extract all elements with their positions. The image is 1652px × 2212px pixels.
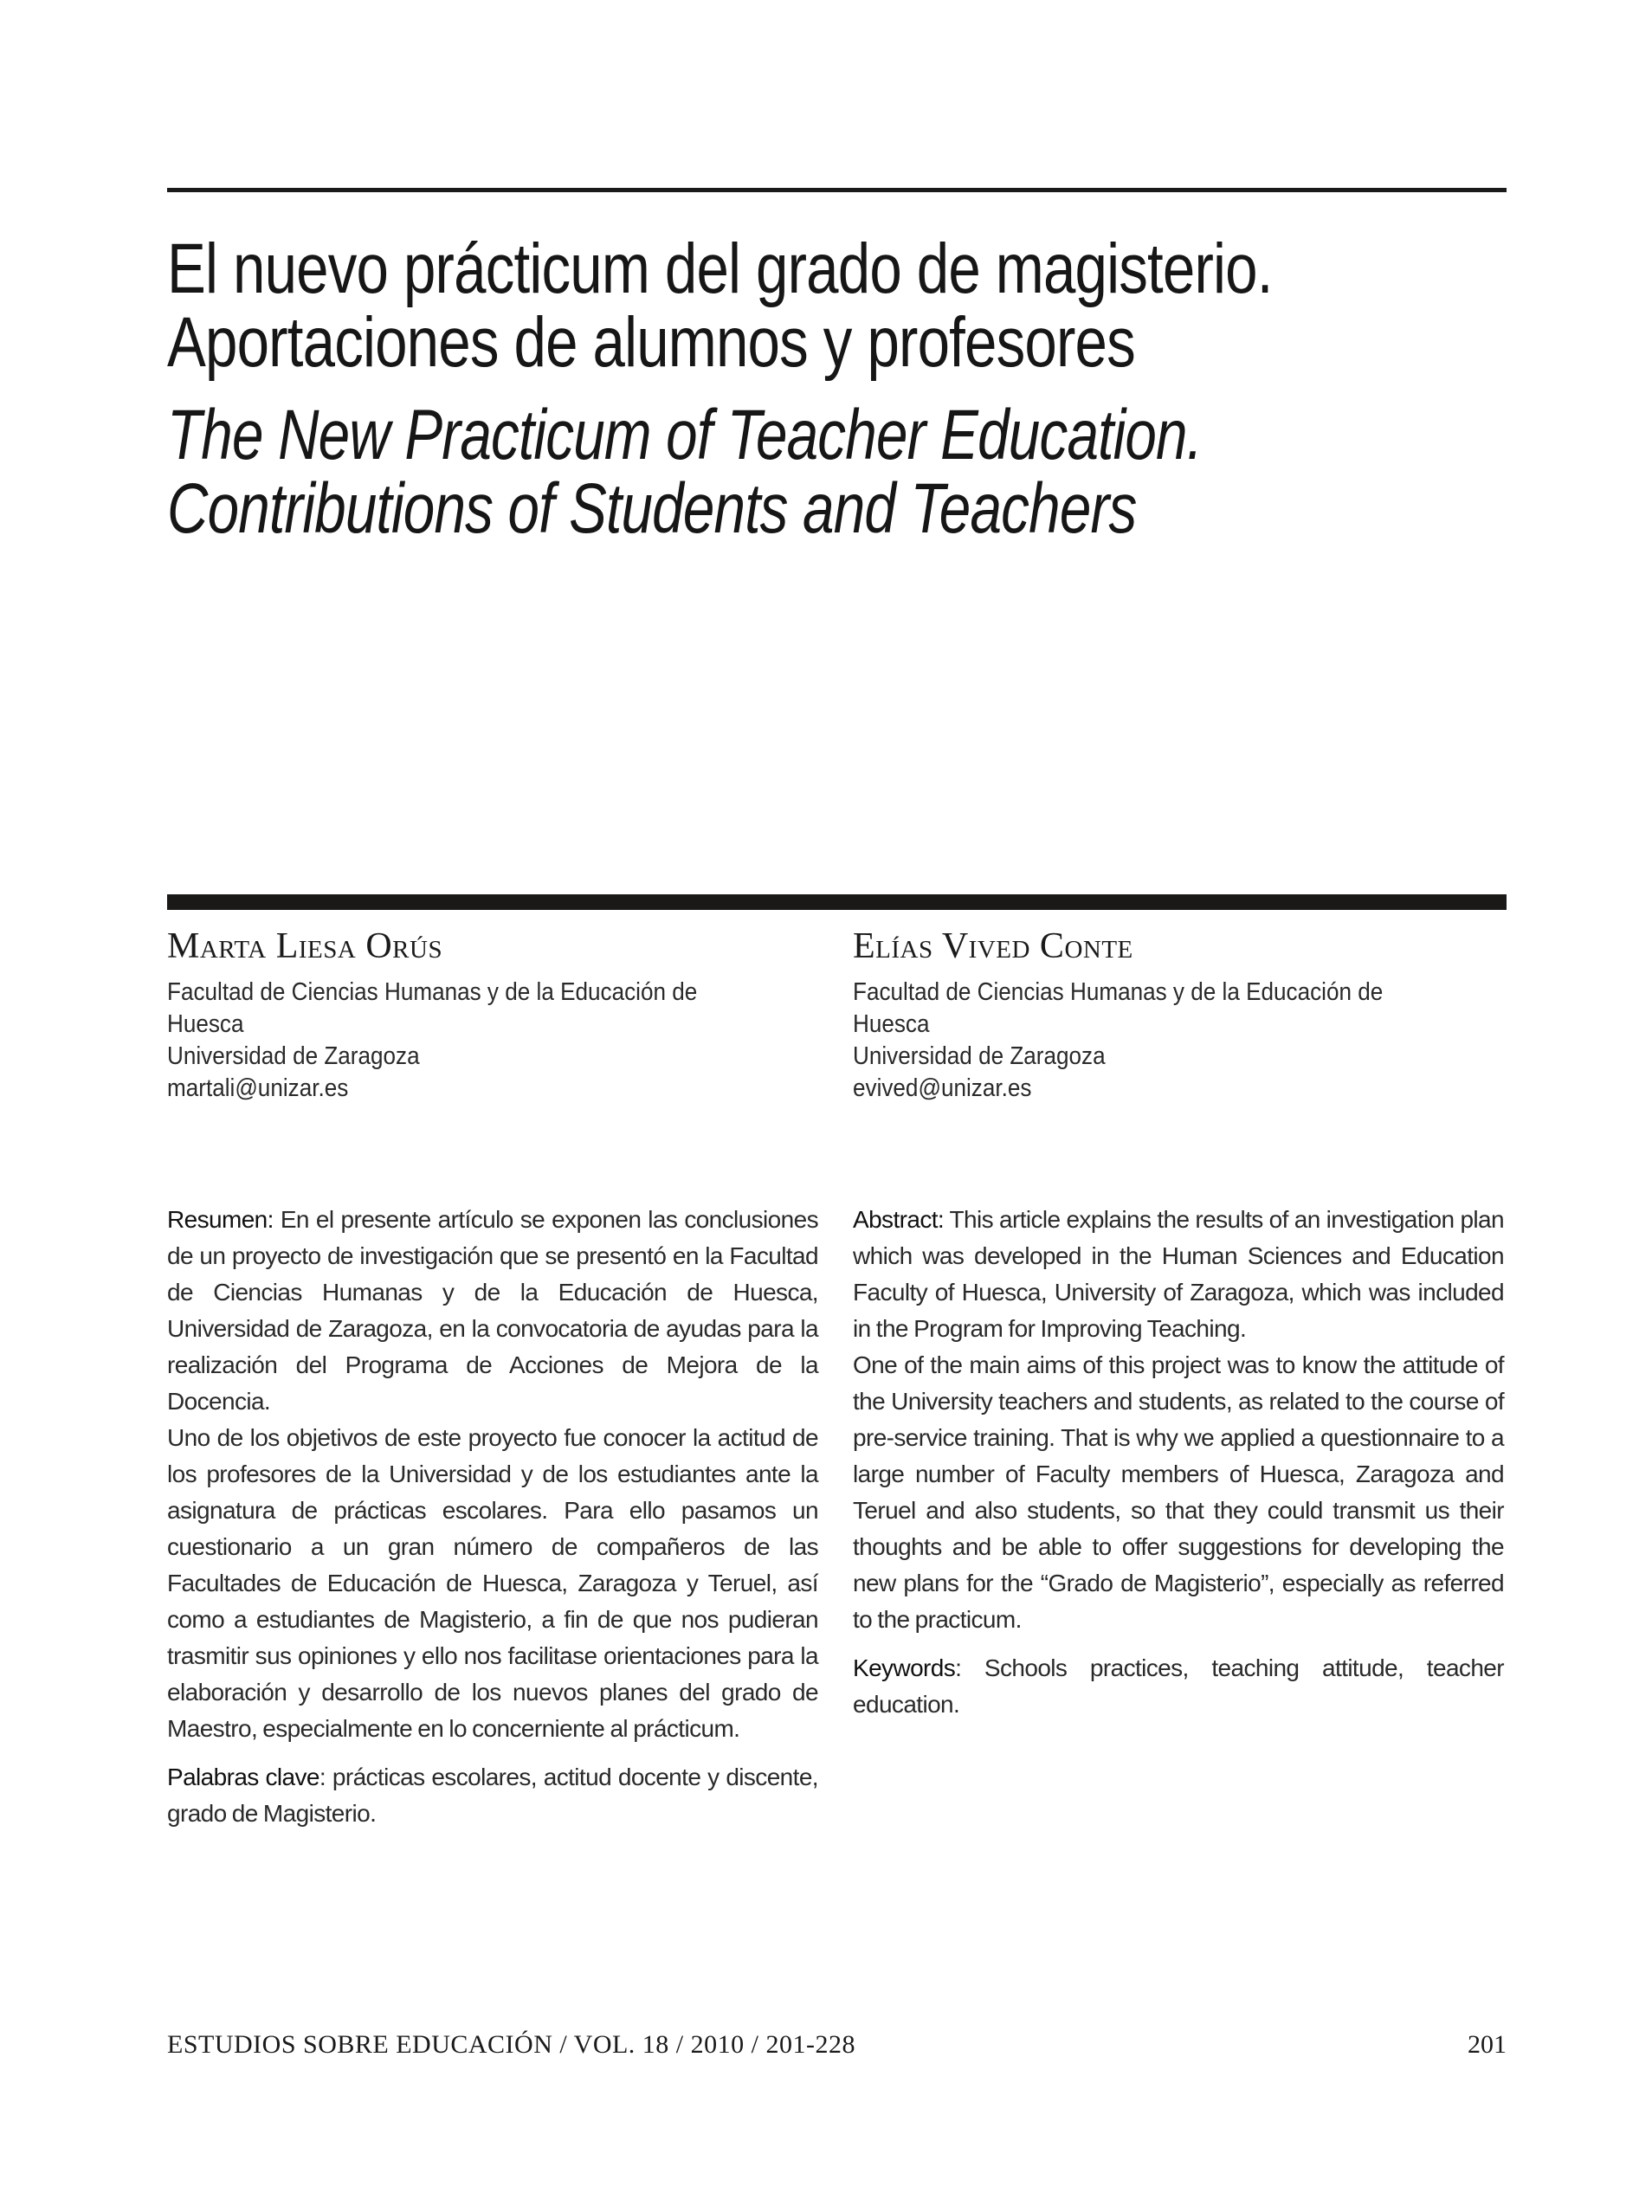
top-rule (167, 188, 1507, 192)
author-affiliation-line: Huesca (853, 1010, 930, 1038)
author-affiliation-line: Facultad de Ciencias Humanas y de la Educación de (167, 978, 698, 1006)
author-affiliation-line: Huesca (167, 1010, 244, 1038)
author-affiliation-line: Universidad de Zaragoza (853, 1042, 1106, 1070)
resumen-paragraph-1 (167, 1202, 818, 1420)
title-block (167, 229, 1552, 548)
palabras-clave-text: : prácticas escolares, actitud docente y discente, grado de Magisterio. (167, 1764, 818, 1827)
resumen-text-1: En el presente artículo se exponen las conclusiones de un proyecto de investigación que se presentó en la Facultad de Ciencias Humanas y de la Educación de Huesca, Universidad de Zaragoza, en la convocatoria de ayudas para la realización del Programa de Acciones de Mejora de la Docencia. (167, 1206, 818, 1415)
abstract-label: Abstract: (853, 1206, 945, 1233)
title-spanish-line-1: El nuevo prácticum del grado de magisterio. (167, 229, 1273, 308)
abstract-text-1: This article explains the results of an investigation plan which was developed in the Human Sciences and Education Faculty of Huesca, University of Zaragoza, which was included in the Program for Improving Teaching. (853, 1206, 1504, 1342)
page-footer (167, 2030, 1507, 2065)
author-section-bar (167, 894, 1507, 910)
title-english (167, 396, 1552, 548)
palabras-clave (167, 1759, 818, 1832)
author-name: Elías Vived Conte (853, 926, 1133, 966)
palabras-clave-label: Palabras clave (167, 1764, 319, 1790)
resumen-label: Resumen: (167, 1206, 274, 1233)
resumen-paragraph-2: Uno de los objetivos de este proyecto fue conocer la actitud de los profesores de la Universidad y de los estudiantes ante la asignatura de prácticas escolares. Para ello pasamos un cuestionario a un gran número de compañeros de las Facultades de Educación de Huesca, Zaragoza y Teruel, así como a estudiantes de Magisterio, a fin de que nos pudieran trasmitir sus opiniones y ello nos facilitase orientaciones para la elaboración y desarrollo de los nuevos planes del grado de Maestro, especialmente en lo concerniente al prácticum. (167, 1424, 818, 1742)
abstract-paragraph-2: One of the main aims of this project was to know the attitude of the University teachers and students, as related to the course of pre-service training. That is why we applied a questionnaire to a large number of Faculty members of Huesca, Zaragoza and Teruel and also students, so that they could transmit us their thoughts and be able to offer suggestions for developing the new plans for the “Grado de Magisterio”, especially as referred to the practicum. (853, 1351, 1504, 1633)
title-spanish (167, 229, 1552, 382)
author-affiliation-line: Facultad de Ciencias Humanas y de la Educación de (853, 978, 1384, 1006)
journal-citation: ESTUDIOS SOBRE EDUCACIÓN / VOL. 18 / 2010 / 201-228 (167, 2030, 855, 2059)
author-email: martali@unizar.es (167, 1074, 349, 1102)
abstract-paragraph-1 (853, 1202, 1504, 1347)
title-english-line-2: Contributions of Students and Teachers (167, 469, 1137, 548)
author-name: Marta Liesa Orús (167, 926, 443, 966)
page-number: 201 (1468, 2030, 1507, 2059)
author-affiliation-line: Universidad de Zaragoza (167, 1042, 420, 1070)
title-english-line-1: The New Practicum of Teacher Education. (167, 396, 1203, 474)
abstract-column (853, 1202, 1504, 1723)
keywords (853, 1650, 1504, 1723)
author-email: evived@unizar.es (853, 1074, 1032, 1102)
author-block-2 (853, 925, 1528, 1105)
author-block-1 (167, 925, 842, 1105)
keywords-label: Keywords (853, 1654, 956, 1681)
keywords-text: : Schools practices, teaching attitude, teacher education. (853, 1654, 1504, 1718)
resumen-column (167, 1202, 818, 1832)
title-spanish-line-2: Aportaciones de alumnos y profesores (167, 303, 1135, 382)
